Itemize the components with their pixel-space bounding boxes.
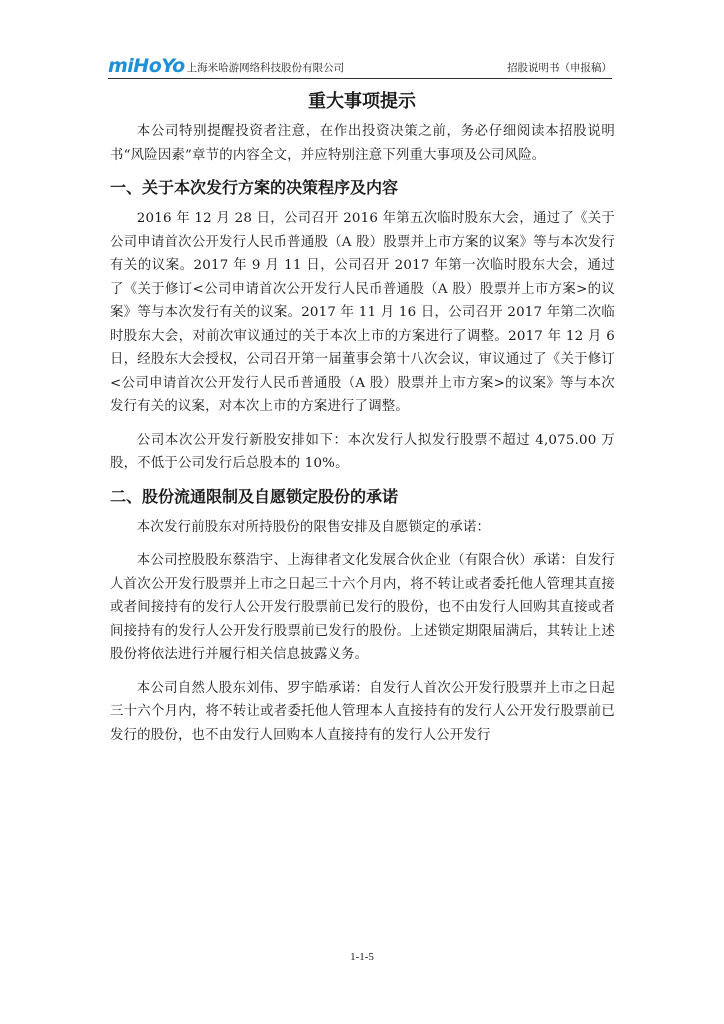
document-type: 招股说明书（申报稿） [507, 62, 612, 74]
header-divider [108, 78, 612, 79]
header-branding [108, 56, 344, 76]
page-header [108, 50, 612, 76]
paragraph-controlling-shareholders: 本公司控股股东蔡浩宇、上海律者文化发展合伙企业（有限合伙）承诺：自发行人首次公开发行股票并上市之日起三十六个月内，将不转让或者委托他人管理其直接或者间接持有的发行人公开发行股票前已发行的股份，也不由发行人回购其直接或者间接持有的发行人公开发行股票前已发行的股份。上述锁定期限届满后，其转让上述股份将依法进行并履行相关信息披露义务。 [110, 553, 615, 662]
page-number: 1-1-5 [350, 951, 374, 963]
mihoyo-logo: miHoYo [108, 55, 185, 77]
company-name: 上海米哈游网络科技股份有限公司 [186, 62, 345, 74]
section-heading-lockup: 二、股份流通限制及自愿锁定股份的承诺 [110, 486, 399, 506]
section-heading-issuance-plan: 一、关于本次发行方案的决策程序及内容 [110, 178, 399, 197]
paragraph-natural-person-shareholders: 本公司自然人股东刘伟、罗宇皓承诺：自发行人首次公开发行股票并上市之日起三十六个月内，将不转让或者委托他人管理本人直接持有的发行人公开发行股票前已发行的股份，也不由发行人回购本人直接持有的发行人公开发行 [110, 680, 615, 743]
page-title: 重大事项提示 [308, 91, 416, 112]
paragraph-lockup-intro: 本次发行前股东对所持股份的限售安排及自愿锁定的承诺： [136, 519, 491, 535]
paragraph-decision-procedure: 2016 年 12 月 28 日，公司召开 2016 年第五次临时股东大会，通过了《关于公司申请首次公开发行人民币普通股（A 股）股票并上市方案的议案》等与本次发行有关的议案。2017 年 9 月 11 日，公司召开 2017 年第一次临时股东大会，通过了《关于修订<公司申请首次公开发行人民币普通股（A 股）股票并上市方案>的议案》等与本次发行有关的议案。2017 年 11 月 16 日，公司召开 2017 年第二次临时股东大会，对前次审议通过的关于本次上市的方案进行了调整。2017 年 12 月 6 日，经股东大会授权，公司召开第一届董事会第十八次会议，审议通过了《关于修订<公司申请首次公开发行人民币普通股（A 股）股票并上市方案>的议案》等与本次发行有关的议案，对本次上市的方案进行了调整。 [110, 211, 615, 414]
intro-paragraph: 本公司特别提醒投资者注意，在作出投资决策之前，务必仔细阅读本招股说明书“风险因素”章节的内容全文，并应特别注意下列重大事项及公司风险。 [110, 124, 615, 163]
document-body [110, 120, 615, 747]
paragraph-issuance-arrangement: 公司本次公开发行新股安排如下：本次发行人拟发行股票不超过 4,075.00 万股，不低于公司发行后总股本的 10%。 [110, 432, 615, 471]
